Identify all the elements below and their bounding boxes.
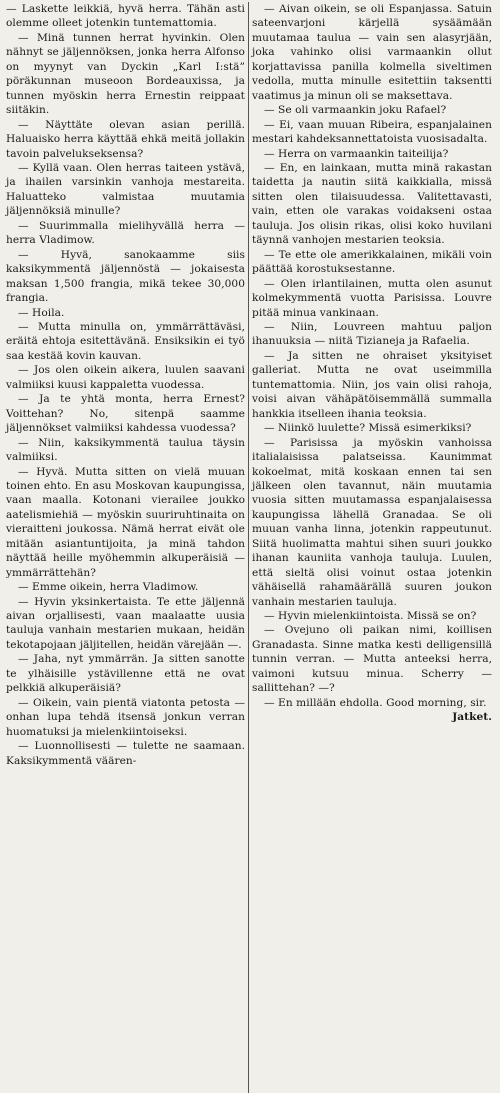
paragraph: — Ei, vaan muuan Ribeira, espanjalainen mestari kahdeksannettatoista vuosisadalta.: [252, 118, 492, 146]
paragraph: — Hyvä. Mutta sitten on vielä muuan toinen ehto. En asu Moskovan kaupungissa, vaan maalla. Kotonani vierailee joukko aatelismiehiä — myöskin suuriruhtinaita on vieraitteni joukossa. Nämä herrat eivät ole mitään asiantuntijoita, ja minä tahdon näyttää heille myöhemmin alkuperäisiä — ymmärrättehän?: [6, 465, 245, 579]
paragraph: — Se oli varmaankin joku Rafael?: [264, 104, 447, 117]
left-column: [3, 2, 249, 1093]
paragraph: — En, en lainkaan, mutta minä rakastan taidetta ja nautin siitä kaikkialla, missä sitten olen tilaisuudessa. Valitettavasti, vain, etten ole varakas voidakseni ostaa tauluja. Jos olisin rikas, olisi koko huvilani täynnä vanhojen mestarien teoksia.: [252, 161, 492, 247]
paragraph: — Niin, Louvreen mahtuu paljon ihanuuksia — niitä Tizianeja ja Rafaelia.: [252, 320, 492, 348]
paragraph: — Suurimmalla mielihyvällä herra — herra Vladimow.: [6, 219, 245, 247]
paragraph: — Emme oikein, herra Vladimow.: [18, 581, 199, 594]
paragraph: — Kyllä vaan. Olen herras taiteen ystävä, ja ihailen varsinkin vanhoja mestareita. Haluatteko valmistaa muutamia jäljennöksiä minulle?: [6, 161, 245, 218]
paragraph: — Jaha, nyt ymmärrän. Ja sitten sanotte te ylhäisille ystävillenne että ne ovat pelkkiä alkuperäisiä?: [6, 653, 245, 695]
paragraph: — Aivan oikein, se oli Espanjassa. Satuin sateenvarjoni kärjellä sysäämään muutamaa taulua — vain sen alasyrjään, joka vahinko olisi varmaankin ollut korjattavissa panilla kolmella siveltimen vedolla, mutta minulle esitettiin taksentti vaatimus ja minun oli se maksettava.: [252, 3, 492, 102]
paragraph: — Hyvin yksinkertaista. Te ette jäljennä aivan orjallisesti, vaan maalaatte uusia tauluja vanhain mestarien mukaan, heidän tekotapojaan jäljitellen, heidän värejään —.: [6, 595, 245, 651]
paragraph: — Ja te yhtä monta, herra Ernest? Voittehan? No, sitenpä saamme jäljennökset valmiiksi kahdessa vuodessa?: [6, 393, 245, 435]
continued-label: Jatket.: [452, 711, 492, 724]
paragraph: — Olen irlantilainen, mutta olen asunut kolmekymmentä vuotta Parisissa. Louvre pitää minua vankinaan.: [252, 277, 492, 319]
paragraph: — Jos olen oikein aikera, luulen saavani valmiiksi kuusi kappaletta vuodessa.: [6, 364, 245, 391]
right-column: [249, 2, 495, 1093]
paragraph: — Niin, kaksikymmentä taulua täysin valmiiksi.: [6, 436, 245, 464]
paragraph: — Näyttäte olevan asian perillä. Haluaisko herra käyttää ehkä meitä jollakin tavoin palvelukseksensa?: [6, 118, 245, 160]
paragraph: — Mutta minulla on, ymmärrättäväsi, eräitä ehtoja esitettävänä. Ensiksikin ei työ saa kestää kovin kauvan.: [6, 320, 245, 362]
paragraph: — Ja sitten ne ohraiset yksityiset galleriat. Mutta ne ovat useimmilla tuntemattomia. Niin, jos vain olisi rahoja, voisi aivan vähäpätöisemmällä summalla hankkia itselleen ihania teoksia.: [252, 349, 492, 420]
paragraph: — Niinkö luulette? Missä esimerkiksi?: [264, 422, 472, 435]
paragraph: — Herra on varmaankin taiteilija?: [264, 147, 449, 160]
paragraph: — Ovejuno oli paikan nimi, koillisen Granadasta. Sinne matka kesti delligensillä tunnin verran. — Mutta anteeksi herra, vaimoni kutsuu minua. Scherry — sallittehan? —?: [252, 624, 492, 695]
paragraph: — Hyvin mielenkiintoista. Missä se on?: [264, 610, 477, 623]
paragraph: — Laskette leikkiä, hyvä herra. Tähän asti olemme olleet jotenkin tuntemattomia.: [6, 3, 245, 30]
paragraph: — Te ette ole amerikkalainen, mikäli voin päättää korostuksestanne.: [252, 248, 492, 276]
paragraph: — Luonnollisesti — tulette ne saamaan. Kaksikymmentä väären-: [6, 740, 245, 767]
paragraph: — Oikein, vain pientä viatonta petosta — onhan lupa tehdä itsensä jonkun verran huomatuksi ja mielenkiintoiseksi.: [6, 696, 245, 738]
paragraph: — Minä tunnen herrat hyvinkin. Olen nähnyt se jäljennöksen, jonka herra Alfonso on myynyt van Dyckin „Karl I:stä” pöräkunnan museoon Bordeauxissa, ja tunnen myöskin herra Ernestin reippaat siitäkin.: [6, 31, 245, 117]
paragraph: — Hoila.: [18, 306, 65, 319]
paragraph: — Hyvä, sanokaamme siis kaksikymmentä jäljennöstä — jokaisesta maksan 1,500 frangia, mikä tekee 30,000 frangia.: [6, 248, 245, 305]
paragraph: — En millään ehdolla. Good morning, sir.: [264, 696, 487, 709]
paragraph: — Parisissa ja myöskin vanhoissa italialaisissa palatseissa. Kaunimmat kokoelmat, mitä koskaan ennen tai sen jälkeen olen tavannut, näin muutamia vuosia sitten muutamassa espanjalaisessa kaupungissa lähellä Granadaa. Se oli muuan vanha linna, jotenkin rappeutunut. Siitä huolimatta mahtui sihen suuri joukko ihanan kauniita vanhoja tauluja. Luulen, että sieltä olisi voinut ostaa jotenkin vähäisellä rahamäärällä suuren joukon vanhain mestarien tauluja.: [252, 436, 492, 608]
